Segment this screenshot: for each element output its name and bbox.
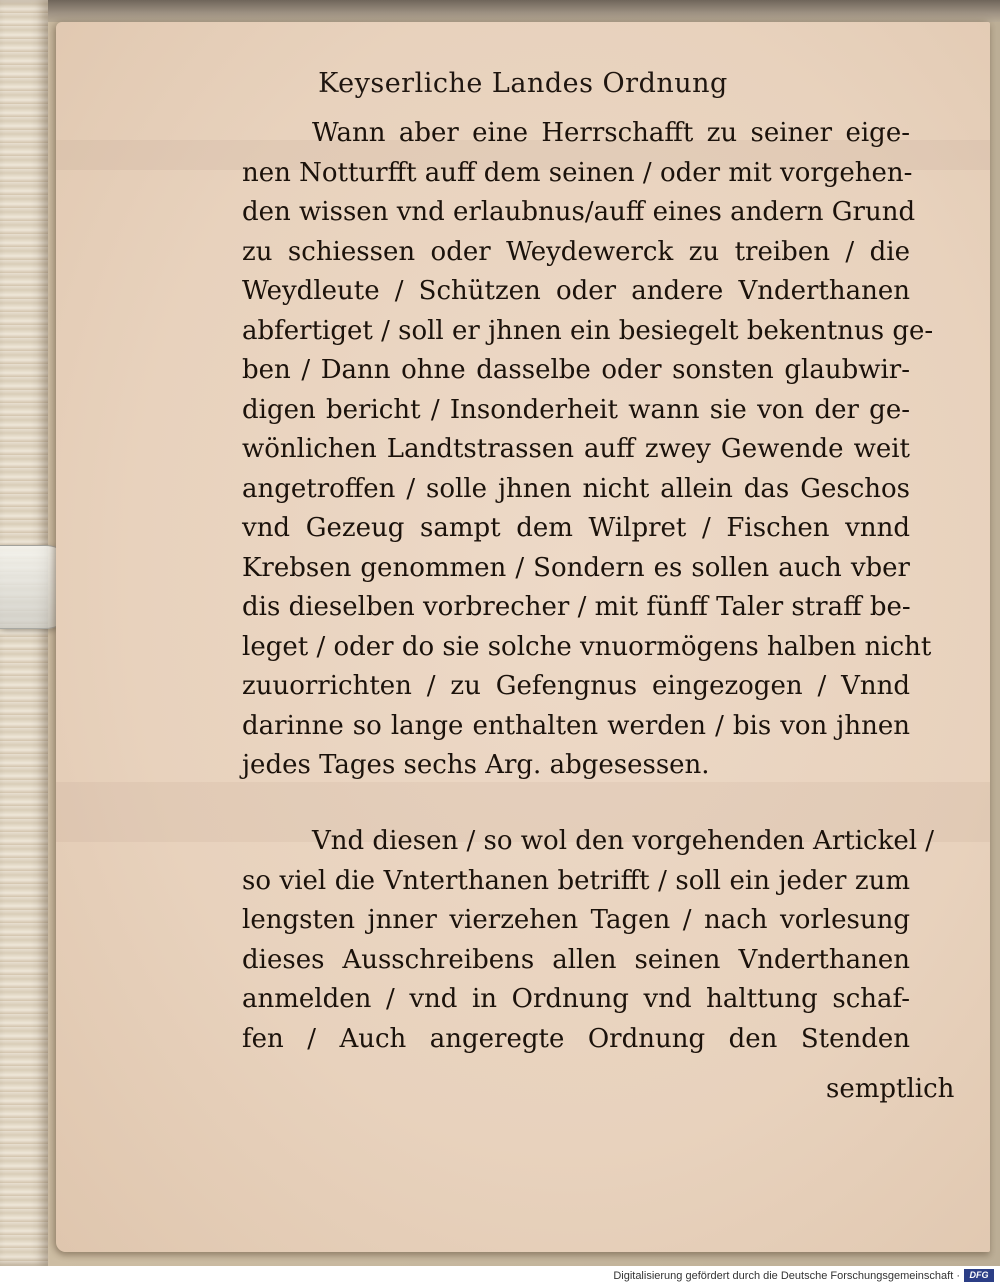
text-line: abfertiget / soll er jhnen ein besiegelt bekentnus ge- bbox=[242, 315, 934, 346]
text-line: wönlichen Landtstrassen auff zwey Gewende weit bbox=[242, 434, 910, 464]
text-line: Krebsen genommen / Sondern es sollen auch vber bbox=[242, 552, 910, 583]
text-line: dieses Ausschreibens allen seinen Vnderthanen bbox=[242, 944, 910, 975]
catchword: semptlich bbox=[826, 1074, 955, 1104]
text-line: zu schiessen oder Weydewerck zu treiben / die bbox=[242, 236, 910, 267]
text-line: ben / Dann ohne dasselbe oder sonsten glaubwir- bbox=[242, 355, 910, 385]
text-line: zuuorrichten / zu Gefengnus eingezogen / Vnnd bbox=[242, 671, 910, 701]
text-line: Weydleute / Schützen oder andere Vnderthanen bbox=[242, 276, 910, 306]
text-line: den wissen vnd erlaubnus/auff eines andern Grund bbox=[242, 197, 916, 227]
running-header: Keyserliche Landes Ordnung bbox=[318, 68, 728, 99]
text-line: Vnd diesen / so wol den vorgehenden Artickel / bbox=[312, 826, 935, 856]
text-line: vnd Gezeug sampt dem Wilpret / Fischen vnnd bbox=[242, 513, 910, 543]
text-line: darinne so lange enthalten werden / bis von jhnen bbox=[242, 710, 910, 741]
text-line: fen / Auch angeregte Ordnung den Stenden bbox=[242, 1023, 910, 1054]
text-line: digen bericht / Insonderheit wann sie von der ge- bbox=[242, 394, 910, 425]
paragraph-1 bbox=[242, 114, 934, 786]
book-binding-left bbox=[0, 0, 48, 1266]
text-line: jedes Tages sechs Arg. abgesessen. bbox=[242, 750, 710, 780]
text-line: leget / oder do sie solche vnuormögens halben nicht bbox=[242, 631, 932, 662]
digitization-footer bbox=[0, 1266, 1000, 1286]
text-line: dis dieselben vorbrecher / mit fünff Taler straff be- bbox=[242, 592, 911, 622]
book-edge-top bbox=[0, 0, 1000, 22]
paragraph-2 bbox=[242, 822, 935, 1059]
text-line: Wann aber eine Herrschafft zu seiner eige- bbox=[312, 118, 910, 148]
text-line: so viel die Vnterthanen betrifft / soll ein jeder zum bbox=[242, 865, 910, 896]
book-page bbox=[56, 22, 990, 1252]
funding-credit: Digitalisierung gefördert durch die Deutsche Forschungsgemeinschaft · bbox=[613, 1270, 960, 1282]
text-line: nen Notturfft auff dem seinen / oder mit vorgehen- bbox=[242, 157, 913, 188]
text-line: anmelden / vnd in Ordnung vnd halttung schaf- bbox=[242, 984, 910, 1014]
dfg-logo: DFG bbox=[964, 1269, 994, 1282]
text-line: lengsten jnner vierzehen Tagen / nach vorlesung bbox=[242, 905, 910, 935]
text-line: angetroffen / solle jhnen nicht allein das Geschos bbox=[242, 473, 910, 504]
